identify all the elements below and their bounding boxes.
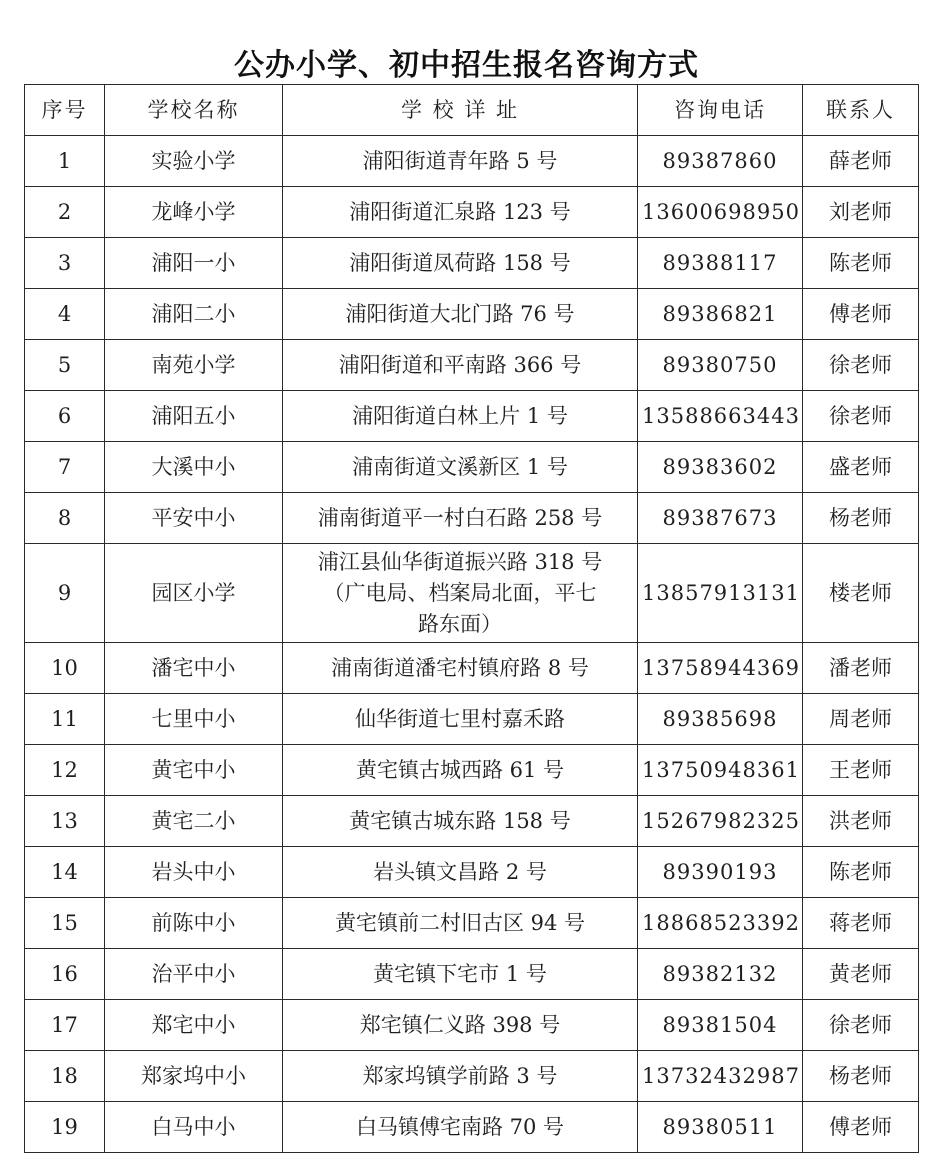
table-row: [25, 1051, 919, 1102]
table-row: [25, 1102, 919, 1153]
school-address: 浦阳街道凤荷路 158 号: [283, 238, 638, 289]
school-address: 浦阳街道和平南路 366 号: [283, 340, 638, 391]
row-number: 18: [25, 1051, 105, 1102]
school-name: 黄宅二小: [105, 796, 283, 847]
contact-person: 楼老师: [803, 544, 919, 643]
phone-number: 89383602: [638, 442, 803, 493]
row-number: 12: [25, 745, 105, 796]
table-row: [25, 442, 919, 493]
row-number: 14: [25, 847, 105, 898]
table-row: [25, 949, 919, 1000]
table-row: [25, 136, 919, 187]
contact-person: 潘老师: [803, 643, 919, 694]
row-number: 9: [25, 544, 105, 643]
row-number: 15: [25, 898, 105, 949]
school-address: 黄宅镇古城东路 158 号: [283, 796, 638, 847]
row-number: 19: [25, 1102, 105, 1153]
contact-person: 盛老师: [803, 442, 919, 493]
school-address: 黄宅镇前二村旧古区 94 号: [283, 898, 638, 949]
table-row: [25, 544, 919, 643]
phone-number: 15267982325: [638, 796, 803, 847]
row-number: 16: [25, 949, 105, 1000]
contact-person: 周老师: [803, 694, 919, 745]
contact-person: 陈老师: [803, 847, 919, 898]
header-contact: 联系人: [803, 85, 919, 136]
phone-number: 89387673: [638, 493, 803, 544]
school-name: 黄宅中小: [105, 745, 283, 796]
school-address: 浦阳街道青年路 5 号: [283, 136, 638, 187]
row-number: 10: [25, 643, 105, 694]
phone-number: 13588663443: [638, 391, 803, 442]
phone-number: 89388117: [638, 238, 803, 289]
table-row: [25, 1000, 919, 1051]
contact-person: 傅老师: [803, 1102, 919, 1153]
contact-person: 杨老师: [803, 493, 919, 544]
contact-person: 徐老师: [803, 1000, 919, 1051]
school-address: 浦阳街道汇泉路 123 号: [283, 187, 638, 238]
table-header-row: [25, 85, 919, 136]
school-name: 浦阳一小: [105, 238, 283, 289]
row-number: 17: [25, 1000, 105, 1051]
school-name: 七里中小: [105, 694, 283, 745]
school-name: 实验小学: [105, 136, 283, 187]
header-phone: 咨询电话: [638, 85, 803, 136]
school-address: 郑宅镇仁义路 398 号: [283, 1000, 638, 1051]
header-no: 序号: [25, 85, 105, 136]
row-number: 1: [25, 136, 105, 187]
contact-person: 陈老师: [803, 238, 919, 289]
phone-number: 13750948361: [638, 745, 803, 796]
table-row: [25, 796, 919, 847]
school-address: 浦阳街道白林上片 1 号: [283, 391, 638, 442]
school-name: 浦阳五小: [105, 391, 283, 442]
table-row: [25, 340, 919, 391]
table-row: [25, 694, 919, 745]
table-row: [25, 391, 919, 442]
school-name: 郑家坞中小: [105, 1051, 283, 1102]
school-address: 白马镇傅宅南路 70 号: [283, 1102, 638, 1153]
school-address: 黄宅镇下宅市 1 号: [283, 949, 638, 1000]
school-name: 前陈中小: [105, 898, 283, 949]
address-line: 路东面）: [418, 611, 502, 636]
phone-number: 89387860: [638, 136, 803, 187]
row-number: 5: [25, 340, 105, 391]
phone-number: 89380750: [638, 340, 803, 391]
table-row: [25, 643, 919, 694]
page-title: 公办小学、初中招生报名咨询方式: [234, 48, 699, 83]
phone-number: 13857913131: [638, 544, 803, 643]
row-number: 13: [25, 796, 105, 847]
table-row: [25, 898, 919, 949]
contact-person: 洪老师: [803, 796, 919, 847]
address-line: 浦江县仙华街道振兴路 318 号: [317, 549, 603, 574]
phone-number: 13732432987: [638, 1051, 803, 1102]
row-number: 2: [25, 187, 105, 238]
table-row: [25, 238, 919, 289]
table-row: [25, 187, 919, 238]
address-line: （广电局、档案局北面，平七: [323, 580, 597, 605]
school-address: 黄宅镇古城西路 61 号: [283, 745, 638, 796]
school-name: 南苑小学: [105, 340, 283, 391]
school-address: 浦南街道文溪新区 1 号: [283, 442, 638, 493]
header-address: 学 校 详 址: [283, 85, 638, 136]
phone-number: 89381504: [638, 1000, 803, 1051]
school-address: 郑家坞镇学前路 3 号: [283, 1051, 638, 1102]
school-name: 治平中小: [105, 949, 283, 1000]
school-address: [283, 544, 638, 643]
row-number: 7: [25, 442, 105, 493]
school-name: 龙峰小学: [105, 187, 283, 238]
school-address: 浦南街道平一村白石路 258 号: [283, 493, 638, 544]
phone-number: 89386821: [638, 289, 803, 340]
contact-person: 刘老师: [803, 187, 919, 238]
school-name: 大溪中小: [105, 442, 283, 493]
contact-person: 蒋老师: [803, 898, 919, 949]
table-row: [25, 745, 919, 796]
school-address: 岩头镇文昌路 2 号: [283, 847, 638, 898]
phone-number: 13758944369: [638, 643, 803, 694]
row-number: 11: [25, 694, 105, 745]
school-address: 浦阳街道大北门路 76 号: [283, 289, 638, 340]
contact-person: 徐老师: [803, 340, 919, 391]
contact-person: 傅老师: [803, 289, 919, 340]
phone-number: 89385698: [638, 694, 803, 745]
school-name: 浦阳二小: [105, 289, 283, 340]
contact-person: 杨老师: [803, 1051, 919, 1102]
row-number: 3: [25, 238, 105, 289]
school-name: 郑宅中小: [105, 1000, 283, 1051]
table-row: [25, 289, 919, 340]
phone-number: 13600698950: [638, 187, 803, 238]
table-row: [25, 847, 919, 898]
school-name: 岩头中小: [105, 847, 283, 898]
row-number: 4: [25, 289, 105, 340]
table-row: [25, 493, 919, 544]
contact-person: 王老师: [803, 745, 919, 796]
contact-person: 薛老师: [803, 136, 919, 187]
phone-number: 89390193: [638, 847, 803, 898]
phone-number: 18868523392: [638, 898, 803, 949]
row-number: 8: [25, 493, 105, 544]
row-number: 6: [25, 391, 105, 442]
school-address: 仙华街道七里村嘉禾路: [283, 694, 638, 745]
phone-number: 89380511: [638, 1102, 803, 1153]
school-name: 平安中小: [105, 493, 283, 544]
contact-person: 徐老师: [803, 391, 919, 442]
school-address: 浦南街道潘宅村镇府路 8 号: [283, 643, 638, 694]
school-name: 园区小学: [105, 544, 283, 643]
school-name: 白马中小: [105, 1102, 283, 1153]
school-name: 潘宅中小: [105, 643, 283, 694]
consultation-table: [24, 84, 919, 1153]
header-school-name: 学校名称: [105, 85, 283, 136]
contact-person: 黄老师: [803, 949, 919, 1000]
phone-number: 89382132: [638, 949, 803, 1000]
